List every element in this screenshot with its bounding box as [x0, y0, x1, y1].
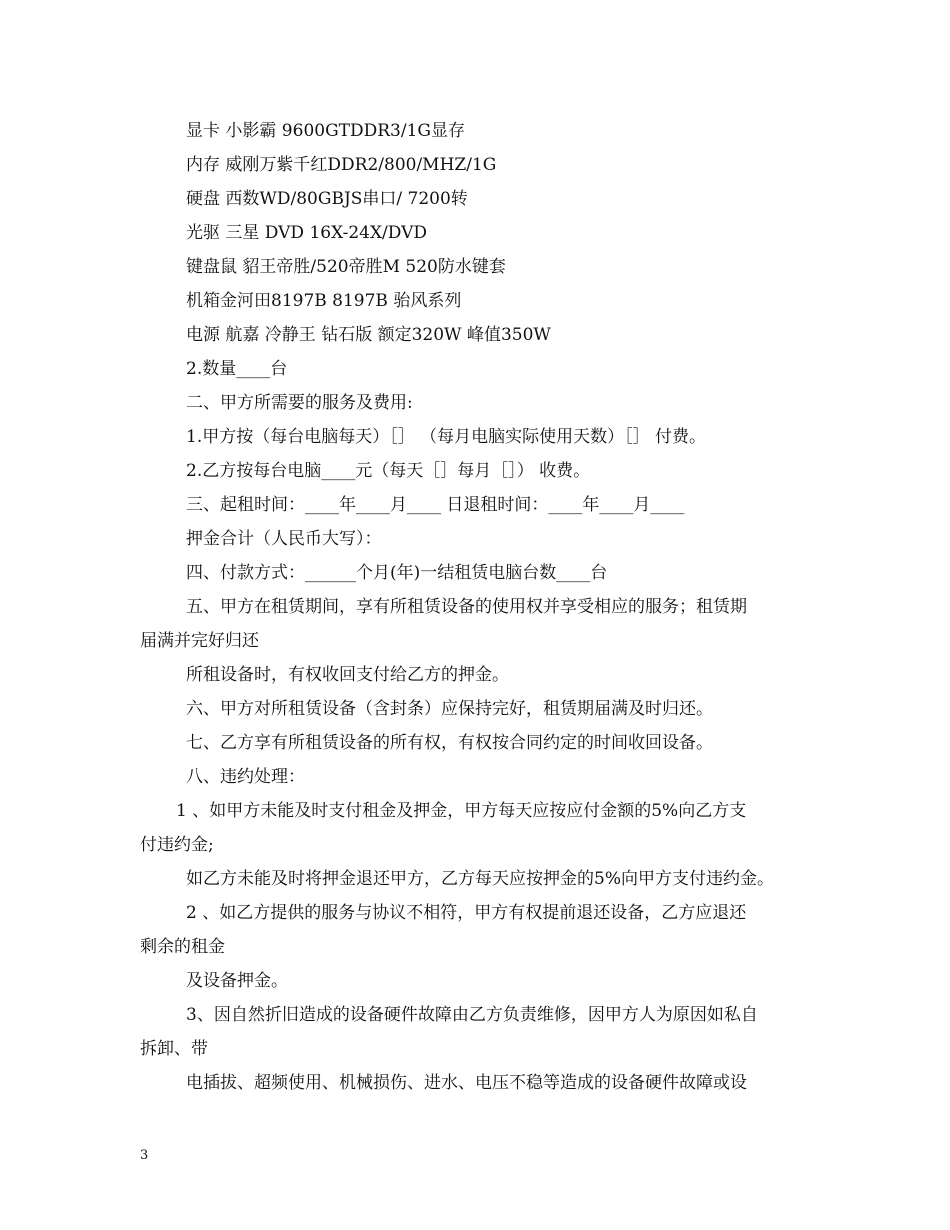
paragraph-line: 五、甲方在租赁期间，享有所租赁设备的使用权并享受相应的服务；租赁期 [186, 597, 747, 617]
paragraph-line: 如乙方未能及时将押金退还甲方，乙方每天应按押金的5%向甲方支付违约金。 [186, 869, 774, 889]
spec-line-power-supply: 电源 航嘉 冷静王 钻石版 额定320W 峰值350W [186, 325, 551, 345]
spec-line-optical-drive: 光驱 三星 DVD 16X-24X/DVD [186, 223, 428, 243]
paragraph-line: 届满并完好归还 [140, 631, 259, 651]
page-number: 3 [140, 1148, 149, 1163]
paragraph-line: 拆卸、带 [140, 1039, 208, 1059]
paragraph-line: 电插拔、超频使用、机械损伤、进水、电压不稳等造成的设备硬件故障或设 [186, 1073, 747, 1093]
paragraph-line: 所租设备时，有权收回支付给乙方的押金。 [186, 665, 509, 685]
section-heading-rental-time: 三、起租时间：____年____月____ 日退租时间：____年____月____ [186, 495, 685, 515]
paragraph-line: 1 、如甲方未能及时支付租金及押金，甲方每天应按应付金额的5%向乙方支 [176, 801, 747, 821]
paragraph-line: 及设备押金。 [186, 971, 288, 991]
deposit-line: 押金合计（人民币大写）： [186, 529, 382, 549]
spec-line-hard-disk: 硬盘 西数WD/80GBJS串口/ 7200转 [186, 189, 468, 209]
paragraph-line: 3、因自然折旧造成的设备硬件故障由乙方负责维修，因甲方人为原因如私自 [186, 1005, 758, 1025]
paragraph-line: 六、甲方对所租赁设备（含封条）应保持完好，租赁期届满及时归还。 [186, 699, 713, 719]
paragraph-line: 2 、如乙方提供的服务与协议不相符，甲方有权提前退还设备，乙方应退还 [186, 903, 747, 923]
section-heading-services: 二、甲方所需要的服务及费用: [186, 393, 413, 413]
spec-line-chassis: 机箱金河田8197B 8197B 骀风系列 [186, 291, 462, 311]
paragraph-line: 剩余的租金 [140, 937, 225, 957]
paragraph-line: 付违约金; [140, 835, 214, 855]
spec-line-memory: 内存 威刚万紫千红DDR2/800/MHZ/1G [186, 155, 497, 175]
quantity-line: 2.数量____台 [186, 359, 288, 379]
spec-line-graphics-card: 显卡 小影霸 9600GTDDR3/1G显存 [186, 121, 465, 141]
clause-line: 1.甲方按（每台电脑每天）［］ （每月电脑实际使用天数）［］ 付费。 [186, 427, 707, 447]
section-heading-breach: 八、违约处理： [186, 767, 305, 787]
clause-line: 2.乙方按每台电脑____元（每天［］每月［］） 收费。 [186, 461, 591, 481]
spec-line-keyboard-mouse: 键盘鼠 貂王帝胜/520帝胜M 520防水键套 [186, 257, 506, 277]
section-heading-payment: 四、付款方式：______个月(年)一结租赁电脑台数____台 [186, 563, 608, 583]
paragraph-line: 七、乙方享有所租赁设备的所有权，有权按合同约定的时间收回设备。 [186, 733, 713, 753]
